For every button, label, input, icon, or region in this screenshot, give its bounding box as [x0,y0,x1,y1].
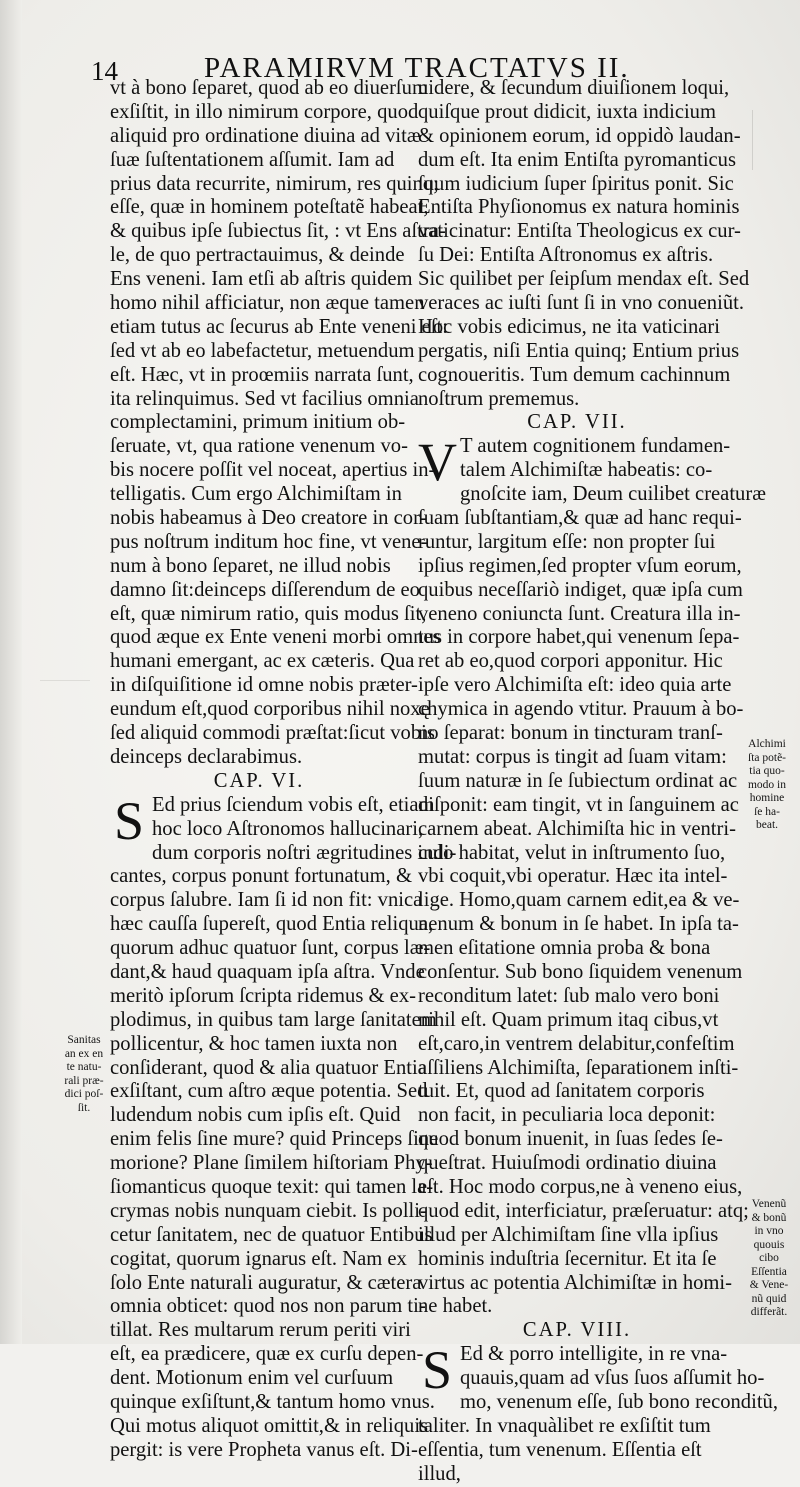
text-line: ipſius regimen,ſed propter vſum eorum, [418,554,742,577]
text-line: ſed vt ab eo labefactetur, metuendum [110,339,415,362]
text-line: veraces ac iuſti ſunt ſi in vno conueniũt. [418,292,744,315]
text-line: queſtrat. Huiuſmodi ordinatio diuina [418,1152,717,1175]
margin-note-line: tia quo- [749,765,785,777]
chapter-heading-7: CAP. VII. [527,411,627,434]
text-line: Ens veneni. Iam etſi ab aſtris quidem [110,268,413,291]
bleed-through-mark [40,680,90,711]
text-line: Entiſta Phyſionomus ex natura hominis [418,196,740,219]
text-line: ſuum naturæ in ſe ſubiectum ordinat ac [418,769,738,792]
text-line: pergatis, niſi Entia quinq; Entium prius [418,339,740,362]
margin-note-line: modo in [747,778,786,791]
margin-note-line: in vno [754,1225,784,1237]
text-line: telligatis. Cum ergo Alchimiſtam in [110,483,402,506]
dropcap-letter: S [421,1340,453,1401]
text-line: cognoueritis. Tum demum cachinnum [418,363,731,386]
text-line: omnia obticet: quod nos non parum ti- [110,1295,426,1318]
text-line: Ed prius ſciendum vobis eſt, etiam [152,793,435,816]
hanging-lines [418,432,736,493]
text-line: num à bono ſeparet, ne illud nobis [110,554,391,577]
bleed-through-mark [752,110,797,170]
text-line: eſſentia, tum venenum. Eſſentia eſt [418,1438,702,1461]
text-line: crymas nobis nunquam ciebit. Is polli- [110,1199,427,1222]
margin-note-line: ſe ha- [754,805,780,818]
text-line: plodimus, in quibus tam large ſanitatem [110,1008,437,1031]
text-line: vbi coquit,vbi operatur. Hæc ita intel- [418,865,728,888]
text-line: quod æque ex Ente veneni morbi omnes [110,626,441,649]
text-line: ſolo Ente naturali auguratur, & cætera [110,1271,422,1294]
text-line: exſiſtit, in illo nimirum corpore, quod [110,100,419,123]
text-line: chymica in agendo vtitur. Prauum à bo- [418,698,744,721]
text-line: noſtrum prememus. [418,387,580,410]
text-line: & opinionem eorum, id oppidò laudan- [418,124,741,147]
margin-note-line: Venenũ [751,1198,787,1210]
margin-note-line: ſta potẽ- [748,751,786,764]
text-line: dant,& haud quaquam ipſa aſtra. Vnde [110,960,425,983]
text-line: ne habet. [418,1295,493,1318]
text-line: vt à bono ſeparet, quod ab eo diuerſum [110,77,428,99]
text-line: eſt,caro,in ventrem delabitur,confeſtim [418,1032,735,1055]
text-line: reconditum latet: ſub malo vero boni [418,984,720,1007]
text-line: ſuum iudicium ſuper ſpiritus ponit. Sic [418,172,734,195]
text-line: eſt, ea prædicere, quæ ex curſu depen- [110,1343,424,1366]
dropcap-letter: V [418,432,457,493]
text-line: eſt. Hoc modo corpus,ne à veneno eius, [418,1175,743,1198]
margin-note-line: & Vene- [749,1279,789,1291]
text-line: virtus ac potentia Alchimiſtæ in homi- [418,1271,733,1294]
margin-note-line: nũ quid [751,1292,787,1305]
text-line: veneno coniuncta ſunt. Creatura illa in- [418,602,741,625]
text-line: exſiſtant, cum aſtro æque potentia. Sed [110,1080,428,1103]
margin-note-line: te natu- [66,1061,102,1073]
text-line: talem Alchimiſtæ habeatis: co- [460,459,713,482]
text-line: illud, [418,1462,461,1485]
chapter-7-opening [418,432,736,493]
text-line: pollicentur, & hoc tamen iuxta non [110,1032,398,1055]
text-line: ſuam ſubſtantiam,& quæ ad hanc requi- [418,507,742,530]
text-line: Sic quilibet per ſeipſum mendax eſt. Sed [418,268,750,291]
text-line: enim felis ſine mure? quid Princeps ſine [110,1128,439,1151]
text-line: in diſquiſitione id omne nobis præter- [110,674,418,697]
text-line: tillat. Res multarum rerum periti viri [110,1319,411,1342]
text-line: homo nihil afficiatur, non æque tamen [110,292,425,315]
text-line: hæc cauſſa ſupereſt, quod Entia reliqua, [110,913,434,936]
text-line: & quibus ipſe ſubiectus ſit, : vt Ens aſtra- [110,220,446,243]
text-line: corpus ſalubre. Iam ſi id non fit: vnica [110,889,423,912]
margin-note-line: ſit. [77,1101,91,1114]
text-line: le, de quo pertractauimus, & deinde [110,244,405,267]
text-line: gnoſcite iam, Deum cuilibet creaturæ [460,483,766,506]
text-line: cantes, corpus ponunt fortunatum, & [110,865,412,888]
text-line: uidere, & ſecundum diuiſionem loqui, [418,77,730,99]
chapter-6-opening [110,790,435,851]
text-line: vaticinatur: Entiſta Theologicus ex cur- [418,220,741,243]
text-line: ſuæ ſuſtentationem aſſumit. Iam ad [110,148,395,171]
chapter-8-opening [418,1340,765,1401]
margin-note-venenum [740,1198,798,1320]
text-line: meritò ipſorum ſcripta ridemus & ex- [110,984,416,1007]
text-line: T autem cognitionem fundamen- [460,435,731,458]
margin-note-line: dici poſ- [64,1088,104,1100]
margin-note-line: rali præ- [64,1074,104,1087]
text-line: diſponit: eam tingit, vt in ſanguinem ac [418,793,739,816]
margin-note-line: Eſſentia [751,1265,787,1278]
text-line: aſſiliens Alchimiſta, ſeparationem inſti- [418,1056,739,1079]
text-line: conſiderant, quod & alia quatuor Entia [110,1056,427,1079]
text-line: eſt, quæ nimirum ratio, quis modus ſit, [110,602,427,625]
margin-note-line: an ex en [64,1047,104,1060]
text-line: tus in corpore habet,qui venenum ſepa- [418,626,740,649]
text-line: ita relinquimus. Sed vt facilius omnia [110,387,419,410]
text-line: ſiomanticus quoque texit: qui tamen la- [110,1175,434,1198]
chapter-heading-8: CAP. VIII. [522,1319,632,1342]
hanging-lines [418,1340,765,1401]
text-line: conſentur. Sub bono ſiquidem venenum [418,960,743,983]
text-line: morione? Plane ſimilem hiſtoriam Phy- [110,1152,433,1175]
text-line: damno ſit:deinceps diſſerendum de eo [110,578,420,601]
margin-note-line: Alchimi [748,738,786,750]
margin-note-sanitas [58,1034,110,1115]
text-line: quauis,quam ad vſus ſuos aſſumit ho- [460,1367,765,1390]
text-line: ſed aliquid commodi præſtat:ſicut vobis [110,722,435,745]
text-line: ſu Dei: Entiſta Aſtronomus ex aſtris. [418,244,714,267]
text-line: quod edit, interficiatur, præſeruatur: atq; [418,1199,749,1222]
margin-note-line: quouis [753,1238,785,1251]
text-line: humani emergant, ac ex cæteris. Qua [110,650,415,673]
right-text-block [418,77,750,411]
text-line: illud per Alchimiſtam ſine vlla ipſius [418,1223,719,1246]
page-number: 14 [91,56,118,86]
text-line: dum eſt. Ita enim Entiſta pyromanticus [418,148,736,171]
text-line: non facit, in peculiaria loca deponit: [418,1104,716,1127]
text-line: quinque exſiſtunt,& tantum homo vnus. [110,1390,435,1413]
text-line: prius data recurrite, nimirum, res quinq; [110,172,439,195]
text-line: dent. Motionum enim vel curſuum [110,1367,394,1390]
margin-note-line: Sanitas [67,1034,101,1046]
text-line: eſt. Hæc, vt in proœmiis narrata ſunt, [110,363,414,386]
text-line: ludendum nobis cum ipſis eſt. Quid [110,1104,401,1127]
text-line: taliter. In vnaquàlibet re exſiſtit tum [418,1414,711,1437]
hanging-lines [110,790,435,851]
text-line: quiſque prout didicit, iuxta indicium [418,100,716,123]
text-line: Qui motus aliquot omittit,& in reliquis [110,1414,429,1437]
text-line: complectamini, primum initium ob- [110,411,406,434]
text-line: carnem abeat. Alchimiſta hic in ventri- [418,817,736,840]
margin-note-line: & bonũ [751,1211,787,1224]
text-line: culo habitat, velut in inſtrumento ſuo, [418,841,726,864]
text-line: dum corporis noſtri ægritudines indi- [152,841,457,864]
chapter-heading-6: CAP. VI. [213,769,305,792]
margin-note-line: homine [749,792,785,804]
margin-note-line: differãt. [750,1306,788,1318]
text-line: quorum adhuc quatuor ſunt, corpus læ- [110,937,431,960]
margin-note-line: cibo [759,1252,779,1264]
text-line: Hoc vobis edicimus, ne ita vaticinari [418,315,720,338]
text-line: eſſe, quæ in hominem poteſtatẽ habeat, [110,196,429,219]
text-line: nenum & bonum in ſe habet. In ipſa ta- [418,913,739,936]
text-line: nihil eſt. Quam primum itaq cibus,vt [418,1008,719,1031]
text-line: deinceps declarabimus. [110,745,303,768]
text-line: cogitat, quorum ignarus eſt. Nam ex [110,1247,407,1270]
text-line: pergit: is vere Propheta vanus eſt. Di- [110,1438,418,1461]
text-line: hominis induſtria ſecernitur. Et ita ſe [418,1247,717,1270]
text-line: men eſitatione omnia proba & bona [418,937,711,960]
margin-note-alchimista [736,738,798,833]
dropcap-letter: S [113,790,145,851]
text-line: etiam tutus ac ſecurus ab Ente veneni eſt: [110,315,448,338]
margin-note-line: beat. [755,819,779,831]
text-line: lige. Homo,quam carnem edit,ea & ve- [418,889,740,912]
text-line: runtur, largitum eſſe: non propter ſui [418,530,716,553]
page-gutter [0,0,22,1344]
text-line: mutat: corpus is tingit ad ſuam vitam: [418,745,727,768]
text-line: eundum eſt,quod corporibus nihil noxę [110,698,430,721]
text-line: mo, venenum eſſe, ſub bono reconditũ, [460,1390,778,1413]
text-line: tuit. Et, quod ad ſanitatem corporis [418,1080,705,1103]
text-line: Ed & porro intelligite, in re vna- [460,1343,728,1366]
text-line: pus noſtrum inditum hoc fine, vt vene- [110,530,428,553]
text-line: cetur ſanitatem, nec de quatuor Entibus [110,1223,433,1246]
left-text-block [110,77,448,770]
text-line: aliquid pro ordinatione diuina ad vitæ [110,124,421,147]
text-line: quod bonum inuenit, in ſuas ſedes ſe- [418,1128,723,1151]
text-line: nobis habeamus à Deo creatore in cor- [110,507,427,530]
running-title: PARAMIRVM TRACTATVS II. [204,52,630,84]
text-line: quibus neceſſariò indiget, quæ ipſa cum [418,578,743,601]
text-line: hoc loco Aſtronomos hallucinari, [152,817,424,840]
text-line: bis nocere poſſit vel noceat, apertius in- [110,459,436,482]
text-line: no ſeparat: bonum in tincturam tranſ- [418,722,723,745]
text-line: ipſe vero Alchimiſta eſt: ideo quia arte [418,674,732,697]
chapter-8-text [418,1390,778,1487]
text-line: ret ab eo,quod corpori apponitur. Hic [418,650,723,673]
text-line: ſeruate, vt, qua ratione venenum vo- [110,435,408,458]
chapter-7-text [418,483,766,1319]
